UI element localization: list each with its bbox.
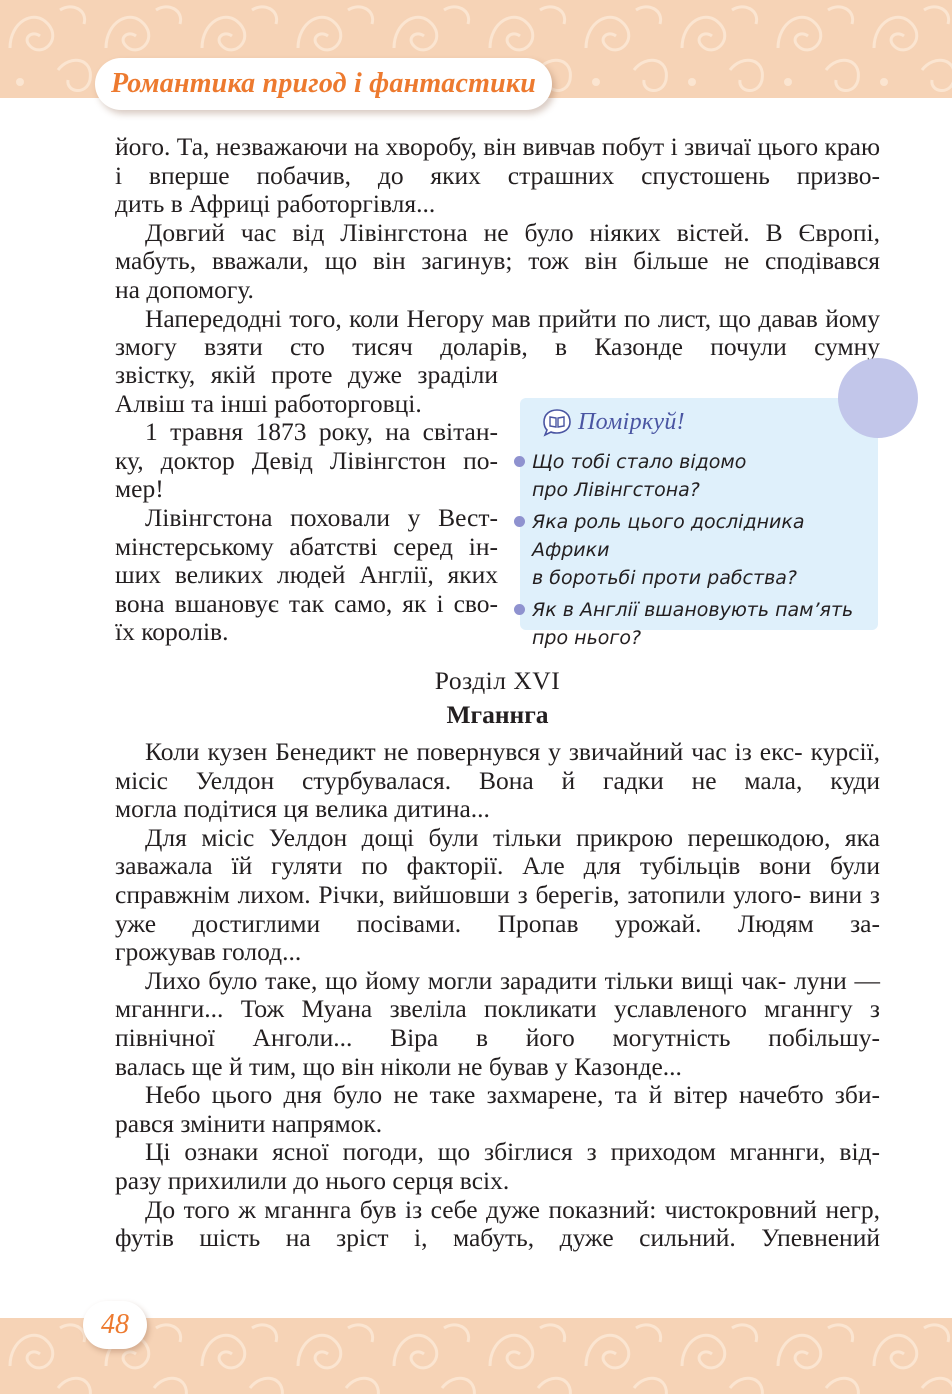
paragraph: Лихо було таке, що йому могли зарадити тільки вищі чак- луни — мганнги... Тож Муана звеліла покликати уславленого мганнгу з північної Анголи... Віра в його могутність побільшу- bbox=[115, 965, 880, 1052]
paragraph-line: разу прихилили до нього серця всіх. bbox=[115, 1165, 510, 1195]
page-number: 48 bbox=[101, 1309, 129, 1340]
paragraph-line: ку, доктор Девід Лівінгстон по- bbox=[115, 445, 498, 475]
question-line: Яка роль цього дослідника Африки bbox=[532, 511, 805, 561]
think-box-questions bbox=[520, 448, 878, 656]
open-book-speech-bubble-icon bbox=[540, 407, 574, 437]
question-line: про Лівінгстона? bbox=[532, 479, 700, 501]
paragraph: Для місіс Уелдон дощі були тільки прикрою перешкодою, яка заважала їй гуляти по факторії. Але для тубільців вони були справжнім лихом. Річки, вийшовши з берегів, затопили улого- вини з уже достиглими посівами. Пропав урожай. Людям за- bbox=[115, 822, 880, 938]
question-line: Як в Англії вшановують пам’ять bbox=[532, 599, 854, 621]
chapter-number: Розділ XVI bbox=[434, 666, 561, 695]
paragraph-line: грожував голод... bbox=[115, 937, 302, 967]
paragraph-line: Алвіш та інші работорговці. bbox=[115, 388, 422, 418]
paragraph-line: дить в Африці работоргівля... bbox=[115, 189, 436, 219]
question-line: в боротьбі проти рабства? bbox=[532, 567, 797, 589]
body-text-bottom bbox=[115, 738, 880, 1253]
paragraph-line: на допомогу. bbox=[115, 274, 254, 304]
question-line: про нього? bbox=[532, 627, 642, 649]
running-header-title: Романтика пригод і фантастики bbox=[110, 68, 537, 99]
think-box bbox=[520, 398, 878, 649]
paragraph-line: рався змінити напрямок. bbox=[115, 1108, 383, 1138]
think-box-question bbox=[520, 596, 878, 652]
paragraph-line: мінстерському абатстві серед ін- bbox=[115, 531, 498, 561]
paragraph-line: ших великих людей Англії, яких bbox=[115, 560, 498, 590]
paragraph-line: мер! bbox=[115, 474, 164, 504]
think-box-header bbox=[540, 407, 685, 437]
paragraph: Небо цього дня було не таке захмарене, та й вітер начебто зби- bbox=[145, 1080, 880, 1110]
bullet-icon bbox=[514, 456, 525, 467]
think-box-question bbox=[520, 448, 878, 504]
question-line: Що тобі стало відомо bbox=[532, 451, 747, 473]
paragraph-line: звістку, якій проте дуже зраділи bbox=[115, 360, 498, 389]
paragraph: Напередодні того, коли Негору мав прийти по лист, що давав йому змогу взяти сто тисяч доларів, в Казонде почули сумну bbox=[115, 303, 881, 362]
paragraph: Коли кузен Бенедикт не повернувся у звичайний час із екс- курсії, місіс Уелдон стурбувалася. Вона й гадки не мала, куди bbox=[115, 737, 881, 795]
paragraph: його. Та, незважаючи на хворобу, він вивчав побут і звичаї цього краю і вперше побачив, до яких страшних спустошень призво- bbox=[115, 132, 881, 190]
running-header bbox=[95, 58, 552, 110]
think-box-title: Поміркуй! bbox=[578, 408, 685, 435]
paragraph-line: їх королів. bbox=[115, 617, 229, 647]
body-text-top bbox=[115, 133, 880, 362]
think-box-question bbox=[520, 508, 878, 592]
paragraph-line: могла подітися ця велика дитина... bbox=[115, 794, 490, 824]
paragraph: До того ж мганнга був із себе дуже показний: чистокровний негр, футів шість на зріст і, мабуть, дуже сильний. Упевнений bbox=[115, 1194, 880, 1253]
paragraph-line: 1 травня 1873 року, на світан- bbox=[145, 417, 498, 447]
paragraph-line: валась ще й тим, що він ніколи не бував у Казонде... bbox=[115, 1051, 682, 1081]
bullet-icon bbox=[514, 604, 525, 615]
chapter-title: Мганнга bbox=[446, 700, 549, 729]
paragraph-line: вона вшановує так само, як і сво- bbox=[115, 588, 498, 618]
bullet-icon bbox=[514, 516, 525, 527]
think-box-corner-decoration bbox=[838, 358, 918, 438]
paragraph: Ці ознаки ясної погоди, що збіглися з приходом мганнги, від- bbox=[145, 1137, 880, 1167]
paragraph-line: Лівінгстона поховали у Вест- bbox=[145, 502, 498, 532]
page-number-badge bbox=[83, 1301, 147, 1349]
paragraph: Довгий час від Лівінгстона не було ніяких вістей. В Європі, мабуть, вважали, що він загинув; тож він більше не сподівався bbox=[115, 217, 880, 276]
body-text-wrapped bbox=[115, 361, 498, 647]
